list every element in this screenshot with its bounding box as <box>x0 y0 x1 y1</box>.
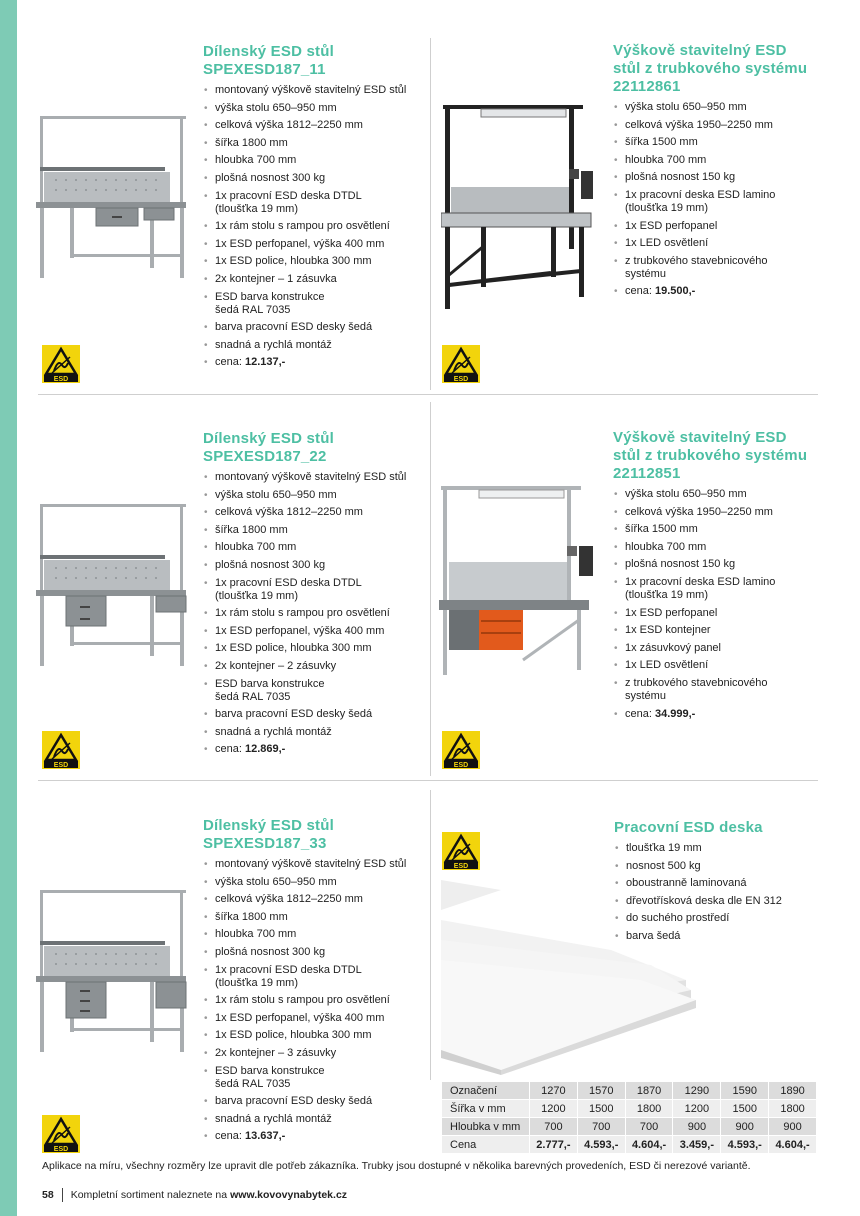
spec-item: • celková výška 1950–2250 mm <box>613 506 823 519</box>
table-row <box>442 1082 817 1100</box>
spec-item: • dřevotřísková deska dle EN 312 <box>614 895 824 908</box>
esd-warning-icon <box>42 1115 80 1153</box>
table-cell: 1590 <box>721 1082 769 1100</box>
spec-item: • výška stolu 650–950 mm <box>203 102 428 115</box>
spec-item: • hloubka 700 mm <box>203 154 428 167</box>
spec-item: • 1x pracovní ESD deska DTDL (tloušťka 19 mm) <box>203 190 428 216</box>
spec-item: • 1x ESD kontejner <box>613 624 823 637</box>
spec-item: • celková výška 1950–2250 mm <box>613 119 823 132</box>
spec-list <box>203 858 428 1143</box>
spec-item: • 1x pracovní deska ESD lamino (tloušťka 19 mm) <box>613 576 823 602</box>
spec-item: • šířka 1800 mm <box>203 524 428 537</box>
price-value: 12.869,- <box>244 743 286 756</box>
table-cell: 1870 <box>625 1082 673 1100</box>
spec-item: • 1x zásuvkový panel <box>613 642 823 655</box>
table-cell: 2.777,- <box>530 1136 578 1154</box>
esd-warning-icon <box>442 832 480 870</box>
spec-item: • 1x ESD police, hloubka 300 mm <box>203 255 428 268</box>
spec-item: • hloubka 700 mm <box>203 928 428 941</box>
spec-item: • ESD barva konstrukce šedá RAL 7035 <box>203 291 428 317</box>
table-cell: 1290 <box>673 1082 721 1100</box>
spec-item: • šířka 1500 mm <box>613 523 823 536</box>
column-divider <box>430 402 431 776</box>
table-cell: 700 <box>530 1118 578 1136</box>
product-image-22112851 <box>439 480 601 680</box>
spec-item: • barva pracovní ESD desky šedá <box>203 321 428 334</box>
table-cell: 1500 <box>721 1100 769 1118</box>
spec-item: • ESD barva konstrukce šedá RAL 7035 <box>203 678 428 704</box>
row-divider <box>38 780 818 781</box>
footer-text: Kompletní sortiment naleznete na <box>70 1189 228 1201</box>
price-value: 34.999,- <box>654 707 696 720</box>
row-label: Hloubka v mm <box>442 1118 530 1136</box>
spec-item: • hloubka 700 mm <box>613 154 823 167</box>
spec-item: • 1x ESD perfopanel, výška 400 mm <box>203 1012 428 1025</box>
esd-badge-text: ESD <box>453 762 469 769</box>
title-line: Dílenský ESD stůl <box>203 430 334 447</box>
product-title <box>613 42 823 96</box>
spec-item: • 1x rám stolu s rampou pro osvětlení <box>203 607 428 620</box>
price-value: 13.637,- <box>244 1130 286 1143</box>
price-value: 19.500,- <box>654 285 696 298</box>
title-line: Dílenský ESD stůl <box>203 43 334 60</box>
spec-item: • 1x rám stolu s rampou pro osvětlení <box>203 994 428 1007</box>
spec-item: • hloubka 700 mm <box>203 541 428 554</box>
spec-item: • snadná a rychlá montáž <box>203 726 428 739</box>
table-cell: 4.604,- <box>625 1136 673 1154</box>
spec-item: • 1x ESD police, hloubka 300 mm <box>203 642 428 655</box>
spec-item: • 1x ESD perfopanel, výška 400 mm <box>203 625 428 638</box>
price-item <box>613 708 823 721</box>
column-divider <box>430 790 431 1080</box>
spec-item: • montovaný výškově stavitelný ESD stůl <box>203 84 428 97</box>
table-cell: 1890 <box>769 1082 817 1100</box>
product-image-spexesd187-11 <box>36 112 196 282</box>
table-cell: 1270 <box>530 1082 578 1100</box>
price-label: cena: <box>625 285 652 298</box>
table-cell: 1800 <box>625 1100 673 1118</box>
page-number: 58 <box>42 1189 54 1201</box>
page-footer <box>42 1188 347 1202</box>
esd-badge-text: ESD <box>53 1146 69 1153</box>
spec-item: • tloušťka 19 mm <box>614 842 824 855</box>
spec-item: • snadná a rychlá montáž <box>203 1113 428 1126</box>
table-cell: 1800 <box>769 1100 817 1118</box>
spec-item: • nosnost 500 kg <box>614 860 824 873</box>
table-row <box>442 1100 817 1118</box>
spec-item: • montovaný výškově stavitelný ESD stůl <box>203 471 428 484</box>
column-divider <box>430 38 431 390</box>
esd-badge-text: ESD <box>453 376 469 383</box>
footnote: Aplikace na míru, všechny rozměry lze upravit dle potřeb zákazníka. Trubky jsou dostupné v několika barevných provedeních, ESD či nerezové variantě. <box>42 1160 751 1172</box>
table-cell: 4.593,- <box>721 1136 769 1154</box>
title-line: 22112861 <box>613 78 681 95</box>
price-item <box>613 285 823 298</box>
table-cell: 1200 <box>530 1100 578 1118</box>
product-title <box>613 429 823 483</box>
product-title <box>203 43 428 79</box>
row-label: Cena <box>442 1136 530 1154</box>
spec-item: • výška stolu 650–950 mm <box>613 488 823 501</box>
spec-item: • 1x ESD perfopanel <box>613 220 823 233</box>
title-line: SPEXESD187_22 <box>203 448 327 465</box>
title-line: SPEXESD187_11 <box>203 61 326 78</box>
price-label: cena: <box>215 1130 242 1143</box>
title-line: Pracovní ESD deska <box>614 819 763 836</box>
esd-warning-icon <box>442 345 480 383</box>
title-line: Výškově stavitelný ESD <box>613 429 787 446</box>
title-line: stůl z trubkového systému <box>613 60 808 77</box>
esd-badge-text: ESD <box>453 863 469 870</box>
row-label: Označení <box>442 1082 530 1100</box>
product-card-22112851 <box>613 429 823 725</box>
spec-item: • šířka 1500 mm <box>613 136 823 149</box>
table-row <box>442 1136 817 1154</box>
spec-list <box>203 84 428 369</box>
price-label: cena: <box>625 707 652 720</box>
spec-item: • 1x pracovní ESD deska DTDL (tloušťka 19 mm) <box>203 577 428 603</box>
spec-item: • oboustranně laminovaná <box>614 877 824 890</box>
spec-item: • 2x kontejner – 3 zásuvky <box>203 1047 428 1060</box>
spec-item: • 1x ESD police, hloubka 300 mm <box>203 1029 428 1042</box>
product-card-spexesd187-11 <box>203 43 428 374</box>
spec-item: • plošná nosnost 150 kg <box>613 558 823 571</box>
accent-sidebar-strip <box>0 0 17 1216</box>
product-card-22112861 <box>613 42 823 303</box>
table-cell: 900 <box>721 1118 769 1136</box>
spec-item: • 1x ESD perfopanel, výška 400 mm <box>203 238 428 251</box>
spec-item: • 1x rám stolu s rampou pro osvětlení <box>203 220 428 233</box>
spec-list <box>203 471 428 756</box>
title-line: SPEXESD187_33 <box>203 835 327 852</box>
esd-warning-icon <box>42 731 80 769</box>
spec-item: • 1x ESD perfopanel <box>613 607 823 620</box>
esd-warning-icon <box>442 731 480 769</box>
product-title <box>614 819 824 837</box>
spec-item: • plošná nosnost 300 kg <box>203 559 428 572</box>
spec-item: • 1x pracovní ESD deska DTDL (tloušťka 19 mm) <box>203 964 428 990</box>
spec-item: • výška stolu 650–950 mm <box>203 489 428 502</box>
spec-item: • plošná nosnost 300 kg <box>203 172 428 185</box>
table-row <box>442 1118 817 1136</box>
spec-item: • z trubkového stavebnicového systému <box>613 255 823 281</box>
spec-list <box>613 488 823 721</box>
spec-item: • šířka 1800 mm <box>203 911 428 924</box>
website-link[interactable]: www.kovovynabytek.cz <box>230 1189 348 1201</box>
price-item <box>203 1130 428 1143</box>
price-label: cena: <box>215 356 242 369</box>
price-item <box>203 743 428 756</box>
product-card-spexesd187-33 <box>203 817 428 1148</box>
table-cell: 4.604,- <box>769 1136 817 1154</box>
esd-warning-icon <box>42 345 80 383</box>
spec-item: • celková výška 1812–2250 mm <box>203 506 428 519</box>
title-line: stůl z trubkového systému <box>613 447 808 464</box>
product-card-esd-board <box>614 819 824 948</box>
spec-item: • ESD barva konstrukce šedá RAL 7035 <box>203 1065 428 1091</box>
spec-item: • výška stolu 650–950 mm <box>613 101 823 114</box>
spec-item: • celková výška 1812–2250 mm <box>203 893 428 906</box>
spec-list <box>613 101 823 298</box>
table-cell: 1500 <box>577 1100 625 1118</box>
product-title <box>203 430 428 466</box>
spec-item: • 2x kontejner – 1 zásuvka <box>203 273 428 286</box>
spec-item: • plošná nosnost 300 kg <box>203 946 428 959</box>
spec-item: • plošná nosnost 150 kg <box>613 171 823 184</box>
row-divider <box>38 394 818 395</box>
spec-item: • do suchého prostředí <box>614 912 824 925</box>
esd-badge-text: ESD <box>53 762 69 769</box>
spec-item: • výška stolu 650–950 mm <box>203 876 428 889</box>
spec-item: • snadná a rychlá montáž <box>203 339 428 352</box>
spec-item: • 2x kontejner – 2 zásuvky <box>203 660 428 673</box>
spec-item: • šířka 1800 mm <box>203 137 428 150</box>
price-item <box>203 356 428 369</box>
table-cell: 900 <box>673 1118 721 1136</box>
spec-item: • celková výška 1812–2250 mm <box>203 119 428 132</box>
spec-item: • 1x LED osvětlení <box>613 237 823 250</box>
title-line: Dílenský ESD stůl <box>203 817 334 834</box>
spec-item: • 1x LED osvětlení <box>613 659 823 672</box>
title-line: Výškově stavitelný ESD <box>613 42 787 59</box>
table-cell: 3.459,- <box>673 1136 721 1154</box>
price-value: 12.137,- <box>244 356 286 369</box>
table-cell: 1570 <box>577 1082 625 1100</box>
row-label: Šířka v mm <box>442 1100 530 1118</box>
table-cell: 700 <box>577 1118 625 1136</box>
product-image-spexesd187-33 <box>36 886 196 1056</box>
spec-item: • montovaný výškově stavitelný ESD stůl <box>203 858 428 871</box>
product-image-22112861 <box>441 95 601 310</box>
table-cell: 1200 <box>673 1100 721 1118</box>
spec-item: • barva pracovní ESD desky šedá <box>203 708 428 721</box>
product-card-spexesd187-22 <box>203 430 428 761</box>
esd-badge-text: ESD <box>53 376 69 383</box>
spec-item: • z trubkového stavebnicového systému <box>613 677 823 703</box>
spec-item: • barva pracovní ESD desky šedá <box>203 1095 428 1108</box>
title-line: 22112851 <box>613 465 681 482</box>
footer-divider <box>62 1188 63 1202</box>
product-image-spexesd187-22 <box>36 500 196 670</box>
spec-item: • 1x pracovní deska ESD lamino (tloušťka 19 mm) <box>613 189 823 215</box>
table-cell: 700 <box>625 1118 673 1136</box>
spec-item: • barva šedá <box>614 930 824 943</box>
table-cell: 4.593,- <box>577 1136 625 1154</box>
price-label: cena: <box>215 743 242 756</box>
price-table <box>441 1081 817 1154</box>
product-title <box>203 817 428 853</box>
spec-list <box>614 842 824 943</box>
spec-item: • hloubka 700 mm <box>613 541 823 554</box>
table-cell: 900 <box>769 1118 817 1136</box>
